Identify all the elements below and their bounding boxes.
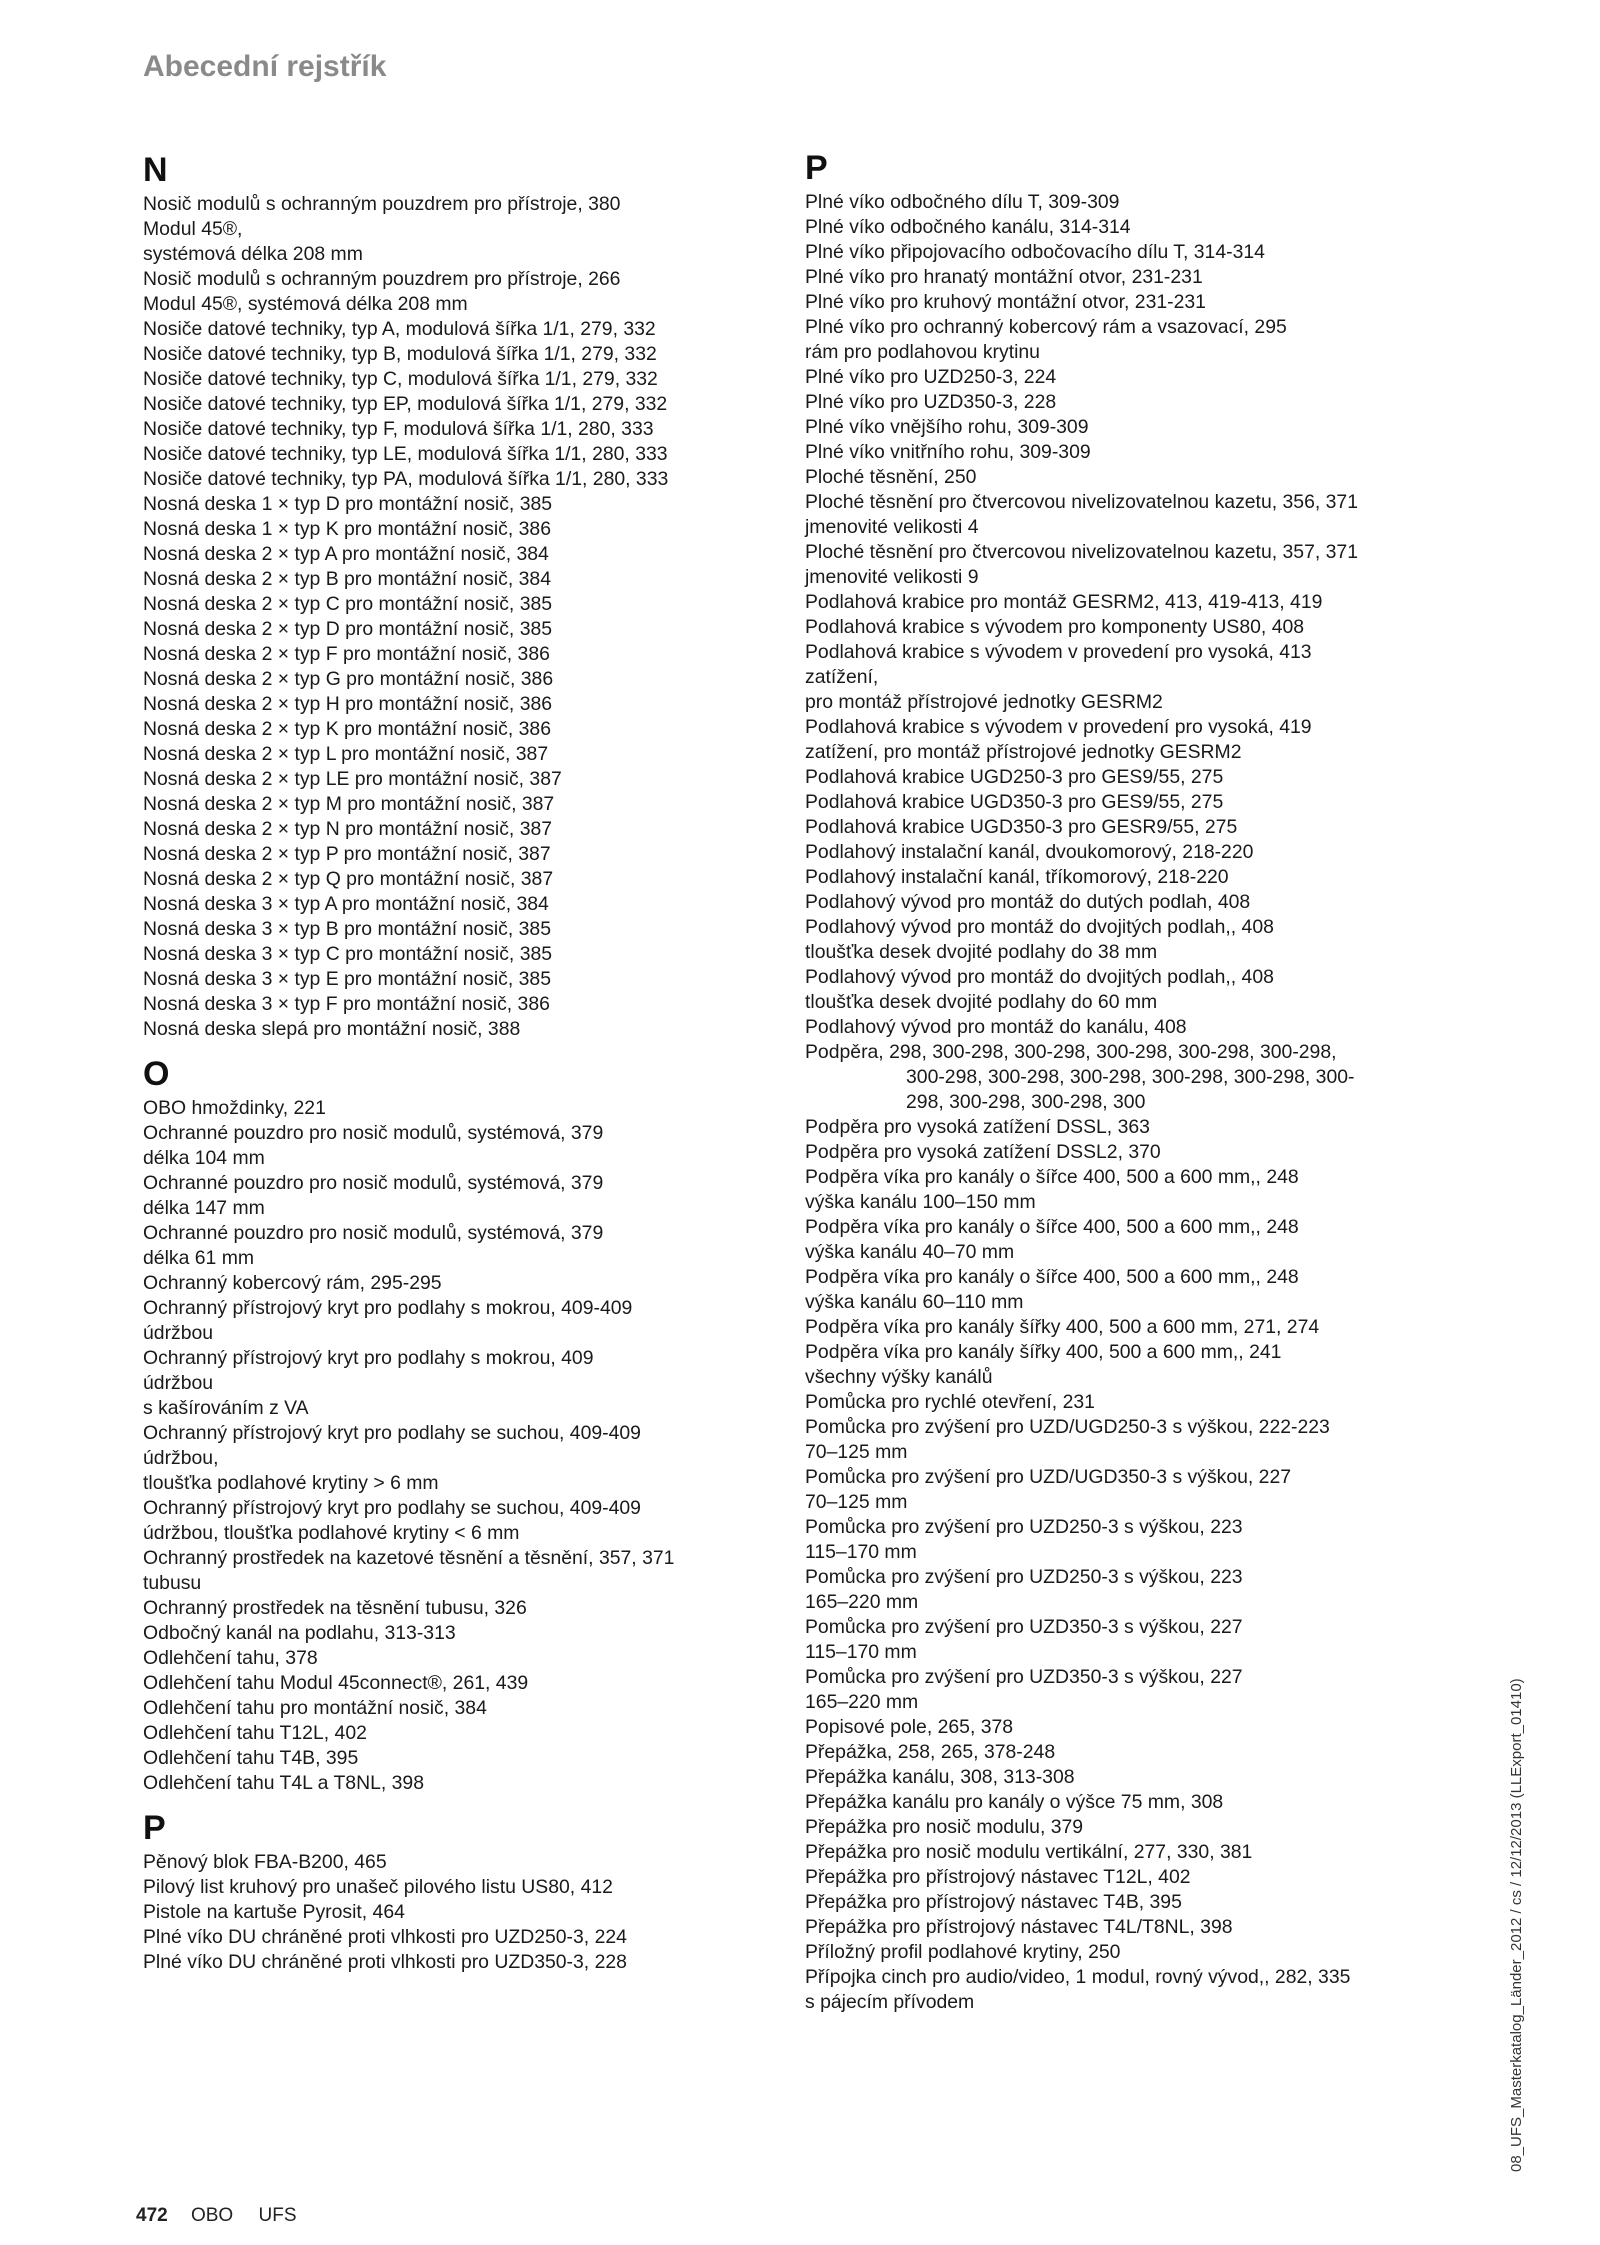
index-entry-line: údržbou [143,1322,214,1344]
index-entry [805,1615,1430,1665]
index-entry-line: Podpěra pro vysoká zatížení DSSL2, 370 [805,1141,1161,1163]
index-entry-line: Odlehčení tahu T4B, 395 [143,1747,359,1769]
document-reference-note: 08_UFS_Masterkatalog_Länder_2012 / cs / 12/12/2013 (LLExport_01410) [1508,1678,1525,2172]
index-entry [143,1096,768,1121]
index-entry [143,1546,768,1596]
index-entry-line: Nosiče datové techniky, typ F, modulová šířka 1/1, 280, 333 [143,418,654,440]
index-entry [805,1790,1430,1815]
index-entry-line: tloušťka desek dvojité podlahy do 38 mm [805,941,1158,963]
index-entry-line: Ochranný přístrojový kryt pro podlahy s mokrou, 409-409 [143,1297,633,1319]
index-entry [805,790,1430,815]
index-entry-line: Plné víko odbočného kanálu, 314-314 [805,216,1131,238]
index-letter-heading: O [143,1055,170,1093]
index-entry [143,1721,768,1746]
index-entry-line: s kašírováním z VA [143,1397,309,1419]
page-title: Abecední rejstřík [143,50,387,83]
index-entry-line: Plné víko připojovacího odbočovacího dílu T, 314-314 [805,241,1265,263]
index-entry-line: Nosná deska 3 × typ C pro montážní nosič, 385 [143,943,553,965]
index-entry-line: Pilový list kruhový pro unašeč pilového listu US80, 412 [143,1876,613,1898]
index-entry-line: Nosná deska slepá pro montážní nosič, 388 [143,1018,521,1040]
index-entry-line: Pěnový blok FBA-B200, 465 [143,1851,387,1873]
index-entry [143,1671,768,1696]
index-entry [143,1221,768,1271]
index-entry-line: Plné víko DU chráněné proti vlhkosti pro UZD350-3, 228 [143,1951,627,1973]
index-entry-line: Ploché těsnění pro čtvercovou nivelizovatelnou kazetu, 356, 371 [805,491,1358,513]
index-entry-line: Pomůcka pro zvýšení pro UZD/UGD350-3 s výškou, 227 [805,1466,1292,1488]
index-entry [805,1865,1430,1890]
index-entry-line: 70–125 mm [805,1491,908,1513]
index-entry-line: Podlahová krabice s vývodem v provedení pro vysoká, 419 [805,716,1312,738]
index-entry-line: Podpěra víka pro kanály o šířce 400, 500 a 600 mm,, 248 [805,1166,1299,1188]
index-entry [805,1415,1430,1465]
index-entry-line: Plné víko vnějšího rohu, 309-309 [805,416,1089,438]
index-entry-line: Odlehčení tahu T4L a T8NL, 398 [143,1772,425,1794]
index-column-left [143,148,768,1975]
index-entry [805,1115,1430,1140]
index-entry-line: Nosiče datové techniky, typ PA, modulová šířka 1/1, 280, 333 [143,468,669,490]
index-entry-line: Pomůcka pro zvýšení pro UZD250-3 s výškou, 223 [805,1566,1243,1588]
index-entry-line: Odlehčení tahu Modul 45connect®, 261, 439 [143,1672,529,1694]
index-entry-line: Příložný profil podlahové krytiny, 250 [805,1941,1121,1963]
index-entry-line: Nosná deska 2 × typ L pro montážní nosič, 387 [143,743,549,765]
index-entry-line: výška kanálu 100–150 mm [805,1191,1036,1213]
index-entry-line: Podpěra, 298, 300-298, 300-298, 300-298, 300-298, 300-298, [805,1041,1337,1063]
index-entry [805,1515,1430,1565]
index-entry-line: Nosná deska 3 × typ B pro montážní nosič, 385 [143,918,551,940]
index-entry-line: Nosná deska 2 × typ D pro montážní nosič, 385 [143,618,553,640]
index-entry-line: Přepážka pro nosič modulu vertikální, 277, 330, 381 [805,1841,1253,1863]
index-entry [143,742,768,767]
index-entry-line: Ochranný přístrojový kryt pro podlahy se suchou, 409-409 [143,1422,641,1444]
index-column-right [805,146,1430,2015]
index-entry-line: Ochranný prostředek na těsnění tubusu, 326 [143,1597,527,1619]
index-entry [805,1165,1430,1215]
index-entry-line: všechny výšky kanálů [805,1366,993,1388]
index-letter-heading: P [143,1809,166,1847]
index-entry [805,640,1430,715]
index-entry [143,192,768,267]
index-entry [805,1665,1430,1715]
index-entry-line: Pomůcka pro rychlé otevření, 231 [805,1391,1095,1413]
index-entry [805,1940,1430,1965]
index-entry-line: Modul 45®, systémová délka 208 mm [143,293,468,315]
index-entry [143,492,768,517]
index-entry-line: Podlahová krabice UGD250-3 pro GES9/55, 275 [805,766,1224,788]
index-entry-line: Podlahová krabice s vývodem pro komponenty US80, 408 [805,616,1305,638]
index-entry-line: Plné víko pro UZD250-3, 224 [805,366,1057,388]
index-entry-line: Nosná deska 3 × typ F pro montážní nosič, 386 [143,993,550,1015]
index-entry [143,1950,768,1975]
index-entry [805,865,1430,890]
index-entry [143,1850,768,1875]
index-entry-line: Podlahový vývod pro montáž do kanálu, 408 [805,1016,1187,1038]
index-entry-line: Přepážka kanálu, 308, 313-308 [805,1766,1075,1788]
index-entry-line: Nosná deska 2 × typ G pro montážní nosič, 386 [143,668,554,690]
index-entry [143,842,768,867]
index-entry-line: Nosiče datové techniky, typ A, modulová šířka 1/1, 279, 332 [143,318,656,340]
index-entry-line: Nosná deska 2 × typ P pro montážní nosič, 387 [143,843,551,865]
index-entry-line: Přípojka cinch pro audio/video, 1 modul, rovný vývod,, 282, 335 [805,1966,1351,1988]
index-entry [805,1465,1430,1515]
index-entry-line: Pistole na kartuše Pyrosit, 464 [143,1901,405,1923]
index-entry-line: Ochranné pouzdro pro nosič modulů, systémová, 379 [143,1222,604,1244]
index-entry-line: Plné víko odbočného dílu T, 309-309 [805,191,1120,213]
index-entry-line: Nosná deska 2 × typ Q pro montážní nosič, 387 [143,868,554,890]
index-entry [805,465,1430,490]
index-entry [143,1925,768,1950]
index-entry-line: Podlahová krabice UGD350-3 pro GESR9/55, 275 [805,816,1238,838]
index-entry-line: 165–220 mm [805,1691,919,1713]
index-entry [143,1296,768,1346]
index-entry [805,1340,1430,1390]
index-entry-line: rám pro podlahovou krytinu [805,341,1040,363]
index-entry [805,1965,1430,2015]
index-entry [805,390,1430,415]
index-entry [143,1746,768,1771]
index-entry [143,917,768,942]
index-entry-line: Ploché těsnění, 250 [805,466,977,488]
index-entry [143,1017,768,1042]
index-entry [143,1271,768,1296]
index-entry-line: Pomůcka pro zvýšení pro UZD/UGD250-3 s výškou, 222-223 [805,1416,1330,1438]
brand-name: OBO [190,2205,234,2226]
index-entry-line: Nosná deska 2 × typ LE pro montážní nosič, 387 [143,768,562,790]
index-entry-line: zatížení, pro montáž přístrojové jednotky GESRM2 [805,741,1242,763]
index-entry [805,840,1430,865]
index-entry-line: Odlehčení tahu T12L, 402 [143,1722,367,1744]
index-entry-line: Podpěra víka pro kanály šířky 400, 500 a 600 mm,, 241 [805,1341,1282,1363]
index-entry [143,442,768,467]
index-entry [143,1171,768,1221]
index-entry-line: 70–125 mm [805,1441,908,1463]
index-entry-line: Nosná deska 2 × typ N pro montážní nosič, 387 [143,818,553,840]
index-entry [143,1646,768,1671]
index-entry-line: Podlahový vývod pro montáž do dvojitých podlah,, 408 [805,916,1274,938]
index-entry-line: Podlahový vývod pro montáž do dutých podlah, 408 [805,891,1251,913]
index-entry [805,1765,1430,1790]
index-entry-line: Pomůcka pro zvýšení pro UZD250-3 s výškou, 223 [805,1516,1243,1538]
index-entry [143,942,768,967]
index-entry [143,992,768,1017]
index-entry [143,367,768,392]
index-entry [805,1840,1430,1865]
index-entry-line: Ochranný kobercový rám, 295-295 [143,1272,442,1294]
index-entry-line: Ploché těsnění pro čtvercovou nivelizovatelnou kazetu, 357, 371 [805,541,1358,563]
index-entry-line: Nosná deska 2 × typ M pro montážní nosič, 387 [143,793,555,815]
index-entry-line: zatížení, [805,666,879,688]
index-entry-line: Plné víko vnitřního rohu, 309-309 [805,441,1091,463]
index-entry [805,1015,1430,1040]
index-entry-line: výška kanálu 60–110 mm [805,1291,1024,1313]
index-entry-line: Plné víko pro ochranný kobercový rám a vsazovací, 295 [805,316,1287,338]
index-entry [143,1771,768,1796]
index-entry-line: Pomůcka pro zvýšení pro UZD350-3 s výškou, 227 [805,1666,1243,1688]
index-entry [143,817,768,842]
index-entry [805,890,1430,915]
index-entry [805,590,1430,615]
index-entry [143,617,768,642]
index-entry-line: Podlahová krabice pro montáž GESRM2, 413, 419-413, 419 [805,591,1323,613]
index-entry [805,1040,1430,1115]
index-entry-line: Ochranné pouzdro pro nosič modulů, systémová, 379 [143,1122,604,1144]
index-entry-line: Přepážka pro přístrojový nástavec T4L/T8NL, 398 [805,1916,1233,1938]
index-entry [143,592,768,617]
index-entry [805,540,1430,590]
index-entry [805,1715,1430,1740]
index-entry [805,490,1430,540]
index-entry-line: tloušťka podlahové krytiny > 6 mm [143,1472,439,1494]
index-entry [805,365,1430,390]
index-entry-line: Nosná deska 3 × typ E pro montážní nosič, 385 [143,968,551,990]
index-entry-line: výška kanálu 40–70 mm [805,1241,1015,1263]
index-entry [143,642,768,667]
index-entry [805,1565,1430,1615]
index-entry-line: pro montáž přístrojové jednotky GESRM2 [805,691,1163,713]
index-entry-line: Přepážka kanálu pro kanály o výšce 75 mm, 308 [805,1791,1224,1813]
index-entry-line: jmenovité velikosti 9 [805,566,979,588]
index-entry [805,965,1430,1015]
index-entry-line: Ochranný prostředek na kazetové těsnění a těsnění, 357, 371 [143,1547,675,1569]
index-entry [143,667,768,692]
index-entry-line: Podlahová krabice UGD350-3 pro GES9/55, 275 [805,791,1224,813]
index-entry-line: Podpěra pro vysoká zatížení DSSL, 363 [805,1116,1150,1138]
section-name: UFS [258,2205,297,2226]
page-number: 472 [136,2205,168,2226]
index-entry [805,1815,1430,1840]
index-entry-line: Nosná deska 2 × typ F pro montážní nosič, 386 [143,643,550,665]
index-entry [805,440,1430,465]
index-entry-line: s pájecím přívodem [805,1991,975,2013]
index-entry [143,467,768,492]
index-entry [143,542,768,567]
index-entry [805,1265,1430,1315]
index-entry-line: jmenovité velikosti 4 [805,516,979,538]
index-entry [143,1346,768,1421]
index-entry-line: Nosná deska 2 × typ C pro montážní nosič, 385 [143,593,553,615]
index-entry-line: Pomůcka pro zvýšení pro UZD350-3 s výškou, 227 [805,1616,1243,1638]
index-entry-line: Nosiče datové techniky, typ EP, modulová šířka 1/1, 279, 332 [143,393,668,415]
index-entry-line: Nosná deska 2 × typ B pro montážní nosič, 384 [143,568,551,590]
index-entry [143,1596,768,1621]
index-entry [143,1900,768,1925]
index-entry [143,567,768,592]
index-letter-heading: N [143,151,168,189]
index-entry-line: 165–220 mm [805,1591,919,1613]
index-entry-line: Přepážka pro přístrojový nástavec T12L, 402 [805,1866,1191,1888]
index-entry [805,1315,1430,1340]
index-entry-line: Nosná deska 3 × typ A pro montážní nosič, 384 [143,893,549,915]
index-entry [805,1140,1430,1165]
index-entry-line: Přepážka pro nosič modulu, 379 [805,1816,1084,1838]
index-entry-line: Ochranný přístrojový kryt pro podlahy s mokrou, 409 [143,1347,594,1369]
index-entry-line: Ochranné pouzdro pro nosič modulů, systémová, 379 [143,1172,604,1194]
index-entry [805,290,1430,315]
index-entry-line: údržbou, [143,1447,219,1469]
index-entry-line: délka 61 mm [143,1247,255,1269]
index-entry [805,315,1430,365]
index-entry-line: Nosič modulů s ochranným pouzdrem pro přístroje, 266 [143,268,621,290]
index-entry [805,1915,1430,1940]
index-entry-line: Přepážka pro přístrojový nástavec T4B, 395 [805,1891,1182,1913]
index-entry [143,1496,768,1546]
index-entry-line: Podpěra víka pro kanály šířky 400, 500 a 600 mm, 271, 274 [805,1316,1320,1338]
index-entry-line: údržbou, tloušťka podlahové krytiny < 6 mm [143,1522,520,1544]
index-entry-line: Podlahová krabice s vývodem v provedení pro vysoká, 413 [805,641,1312,663]
index-entry [805,1390,1430,1415]
index-entry [143,717,768,742]
index-entry-line: Podpěra víka pro kanály o šířce 400, 500 a 600 mm,, 248 [805,1266,1299,1288]
index-entry-line: Nosič modulů s ochranným pouzdrem pro přístroje, 380 [143,193,621,215]
index-entry [143,392,768,417]
index-entry [805,190,1430,215]
index-entry [143,1121,768,1171]
index-entry-line: 115–170 mm [805,1541,917,1563]
index-entry-line: Odbočný kanál na podlahu, 313-313 [143,1622,456,1644]
index-entry-line: Odlehčení tahu, 378 [143,1647,318,1669]
index-entry-line: Nosná deska 2 × typ H pro montážní nosič, 386 [143,693,553,715]
index-entry-line: Ochranný přístrojový kryt pro podlahy se suchou, 409-409 [143,1497,641,1519]
index-entry [143,692,768,717]
index-entry [805,1215,1430,1265]
index-entry-line: Nosiče datové techniky, typ LE, modulová šířka 1/1, 280, 333 [143,443,668,465]
index-entry-line: Přepážka, 258, 265, 378-248 [805,1741,1056,1763]
index-entry [143,417,768,442]
index-entry-line: Podlahový instalační kanál, dvoukomorový, 218-220 [805,841,1254,863]
index-entry [805,765,1430,790]
index-entry-line: Podpěra víka pro kanály o šířce 400, 500 a 600 mm,, 248 [805,1216,1299,1238]
index-entry-line: systémová délka 208 mm [143,243,363,265]
index-entry-line: Podlahový instalační kanál, tříkomorový, 218-220 [805,866,1229,888]
index-entry-line: Plné víko pro UZD350-3, 228 [805,391,1057,413]
index-entry [805,1740,1430,1765]
index-entry [143,892,768,917]
index-entry [143,967,768,992]
index-letter-heading: P [805,149,828,187]
index-entry-line: Nosná deska 1 × typ D pro montážní nosič, 385 [143,493,553,515]
index-entry-line: Plné víko DU chráněné proti vlhkosti pro UZD250-3, 224 [143,1926,627,1948]
index-entry-line: Nosiče datové techniky, typ B, modulová šířka 1/1, 279, 332 [143,343,657,365]
index-entry [143,1421,768,1496]
index-entry [143,317,768,342]
index-entry [143,342,768,367]
index-entry [805,415,1430,440]
index-entry-line: údržbou [143,1372,214,1394]
index-entry [143,767,768,792]
index-entry-line: Modul 45®, [143,218,243,240]
index-entry-line: délka 104 mm [143,1147,265,1169]
index-entry [143,792,768,817]
page-footer [136,2205,297,2227]
index-entry-line: tloušťka desek dvojité podlahy do 60 mm [805,991,1158,1013]
index-entry [143,867,768,892]
index-entry [805,615,1430,640]
index-entry-line: Nosiče datové techniky, typ C, modulová šířka 1/1, 279, 332 [143,368,658,390]
index-entry [805,815,1430,840]
index-entry-line: Odlehčení tahu pro montážní nosič, 384 [143,1697,487,1719]
index-entry [143,1875,768,1900]
index-entry [805,715,1430,765]
index-entry [805,240,1430,265]
index-entry-line: délka 147 mm [143,1197,265,1219]
index-entry-line: Plné víko pro kruhový montážní otvor, 231-231 [805,291,1206,313]
index-entry-line: 298, 300-298, 300-298, 300 [906,1091,1146,1113]
index-entry [805,265,1430,290]
index-entry [143,1696,768,1721]
index-entry-line: Nosná deska 2 × typ K pro montážní nosič, 386 [143,718,551,740]
index-entry-line: Podlahový vývod pro montáž do dvojitých podlah,, 408 [805,966,1274,988]
index-entry [805,215,1430,240]
index-entry-line: 115–170 mm [805,1641,917,1663]
index-entry-line: OBO hmoždinky, 221 [143,1097,326,1119]
index-entry [143,517,768,542]
index-entry-line: Nosná deska 1 × typ K pro montážní nosič, 386 [143,518,551,540]
index-entry [143,267,768,317]
index-entry-line: tubusu [143,1572,202,1594]
index-entry-line: Popisové pole, 265, 378 [805,1716,1014,1738]
index-entry [143,1621,768,1646]
index-entry [805,915,1430,965]
index-entry-line: Nosná deska 2 × typ A pro montážní nosič, 384 [143,543,549,565]
index-entry-line: 300-298, 300-298, 300-298, 300-298, 300-298, 300- [906,1066,1355,1088]
index-entry-line: Plné víko pro hranatý montážní otvor, 231-231 [805,266,1203,288]
index-entry [805,1890,1430,1915]
